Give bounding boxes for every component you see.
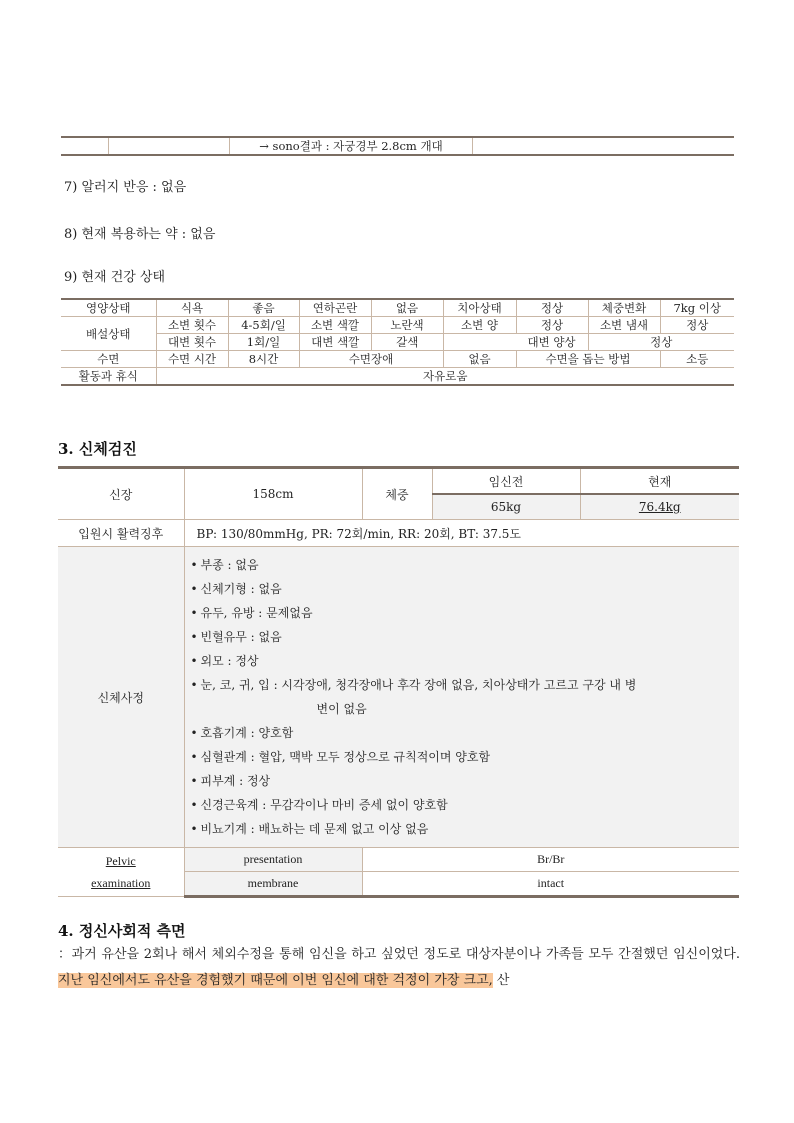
- height-label: 신장: [58, 468, 184, 520]
- teeth-label: 치아상태: [443, 299, 516, 317]
- presentation-label: presentation: [184, 848, 362, 872]
- teeth-value: 정상: [516, 299, 588, 317]
- exam-list: [185, 547, 740, 847]
- weight-change-value: 7kg 이상: [660, 299, 734, 317]
- row-exam: [58, 547, 739, 848]
- membrane-label: membrane: [184, 872, 362, 897]
- stool-shape-value: 정상: [588, 334, 734, 351]
- pre-preg-label: 임신전: [432, 468, 580, 495]
- exam-item: • 신경근육계 : 무감각이나 마비 증세 없이 양호함: [189, 793, 740, 817]
- row-pelvic-1: [58, 848, 739, 872]
- urine-odor-label: 소변 냄새: [588, 317, 660, 334]
- weight-change-label: 체중변화: [588, 299, 660, 317]
- para-highlight: 지난 임신에서도 유산을 경험했기 때문에 이번 임신에 대한 걱정이 가장 크고,: [58, 973, 493, 988]
- physical-exam-table: [58, 466, 739, 898]
- urine-color-label: 소변 색깔: [299, 317, 371, 334]
- stool-freq-label: 대변 횟수: [167, 335, 217, 349]
- exam-item-cont: 변이 없음: [316, 702, 367, 716]
- current-weight-label: 현재: [580, 468, 739, 495]
- exam-item: • 심혈관계 : 혈압, 맥박 모두 정상으로 규칙적이며 양호함: [189, 745, 740, 769]
- para-tail: 산: [492, 973, 510, 988]
- exam-item: • 빈혈유무 : 없음: [189, 625, 740, 649]
- urine-odor-value: 정상: [660, 317, 734, 334]
- row-height-weight-1: [58, 468, 739, 495]
- row-activity: [61, 368, 734, 386]
- cell-empty-3: [473, 137, 735, 155]
- row-stool: [61, 334, 734, 351]
- stool-color-value: 갈색: [372, 334, 443, 350]
- appetite-label: 식욕: [156, 299, 228, 317]
- exam-item: • 유두, 유방 : 문제없음: [189, 601, 740, 625]
- prev-table-fragment: [61, 136, 734, 156]
- activity-value: 자유로움: [156, 368, 734, 386]
- exam-item: • 호흡기계 : 양호함: [189, 721, 740, 745]
- pelvic-label: [58, 848, 184, 897]
- exam-item: • 피부계 : 정상: [189, 769, 740, 793]
- cell-empty-2: [109, 137, 230, 155]
- vitals-value: BP: 130/80mmHg, PR: 72회/min, RR: 20회, BT: 37.5도: [184, 520, 739, 547]
- exam-item-eyes: [189, 673, 740, 721]
- excretion-label: 배설상태: [61, 317, 156, 351]
- dysphagia-value: 없음: [371, 299, 443, 317]
- health-status-table: [61, 298, 734, 386]
- appetite-value: 좋음: [228, 299, 299, 317]
- stool-shape-label: 대변 양상: [527, 335, 576, 349]
- pelvic-label-line2: examination: [91, 876, 151, 890]
- exam-item: • 외모 : 정상: [189, 649, 740, 673]
- sleep-hours-value: 8시간: [228, 351, 299, 368]
- sleep-disorder-label: 수면장애: [299, 351, 443, 368]
- row-vitals: [58, 520, 739, 547]
- dysphagia-label: 연하곤란: [299, 299, 371, 317]
- allergy-item: 7) 알러지 반응 : 없음: [64, 180, 187, 195]
- exam-item-text: 눈, 코, 귀, 입 : 시각장애, 청각장애나 후각 장애 없음, 치아상태가 고르고 구강 내 병: [200, 678, 637, 692]
- exam-item: • 신체기형 : 없음: [189, 577, 740, 601]
- stool-color-label: 대변 색깔: [311, 335, 360, 349]
- weight-label: 체중: [362, 468, 432, 520]
- cell-empty-1: [61, 137, 109, 155]
- row-urine: [61, 317, 734, 334]
- exam-list-cell: [184, 547, 739, 848]
- sleep-label: 수면: [61, 351, 156, 368]
- row-sleep: [61, 351, 734, 368]
- sleep-disorder-value: 없음: [443, 351, 516, 368]
- sleep-aid-label: 수면을 돕는 방법: [516, 351, 660, 368]
- medication-item: 8) 현재 복용하는 약 : 없음: [64, 227, 216, 242]
- para-plain: ：과거 유산을 2회나 해서 체외수정을 통해 임신을 하고 싶었던 정도로 대상자분이나 가족들 모두 간절했던 임신이었다.: [58, 947, 740, 962]
- urine-freq-value: 4-5회/일: [228, 317, 299, 334]
- pelvic-label-line1: Pelvic: [105, 854, 136, 868]
- current-weight-value: 76.4kg: [580, 494, 739, 520]
- exam-item: • 비뇨기계 : 배뇨하는 데 문제 없고 이상 없음: [189, 817, 740, 841]
- row-nutrition: [61, 299, 734, 317]
- urine-freq-label: 소변 횟수: [156, 317, 228, 334]
- section-3-title: 3. 신체검진: [58, 440, 137, 458]
- urine-amount-value: 정상: [516, 317, 588, 334]
- sleep-aid-value: 소등: [660, 351, 734, 368]
- section-4-title: 4. 정신사회적 측면: [58, 922, 186, 940]
- sono-result: → sono결과 : 자궁경부 2.8cm 개대: [230, 137, 473, 155]
- health-status-title: 9) 현재 건강 상태: [64, 270, 166, 285]
- psychosocial-paragraph: [58, 942, 740, 994]
- urine-amount-label: 소변 양: [443, 317, 516, 334]
- nutrition-label: 영양상태: [61, 299, 156, 317]
- membrane-value: intact: [362, 872, 739, 897]
- pre-preg-value: 65kg: [432, 494, 580, 520]
- height-value: 158cm: [184, 468, 362, 520]
- presentation-value: Br/Br: [362, 848, 739, 872]
- vitals-label: 입원시 활력징후: [58, 520, 184, 547]
- activity-label: 활동과 휴식: [61, 368, 156, 386]
- urine-color-value: 노란색: [371, 317, 443, 334]
- exam-item: • 부종 : 없음: [189, 553, 740, 577]
- sleep-hours-label: 수면 시간: [156, 351, 228, 368]
- exam-label: 신체사정: [58, 547, 184, 848]
- stool-freq-value: 1회/일: [228, 334, 299, 350]
